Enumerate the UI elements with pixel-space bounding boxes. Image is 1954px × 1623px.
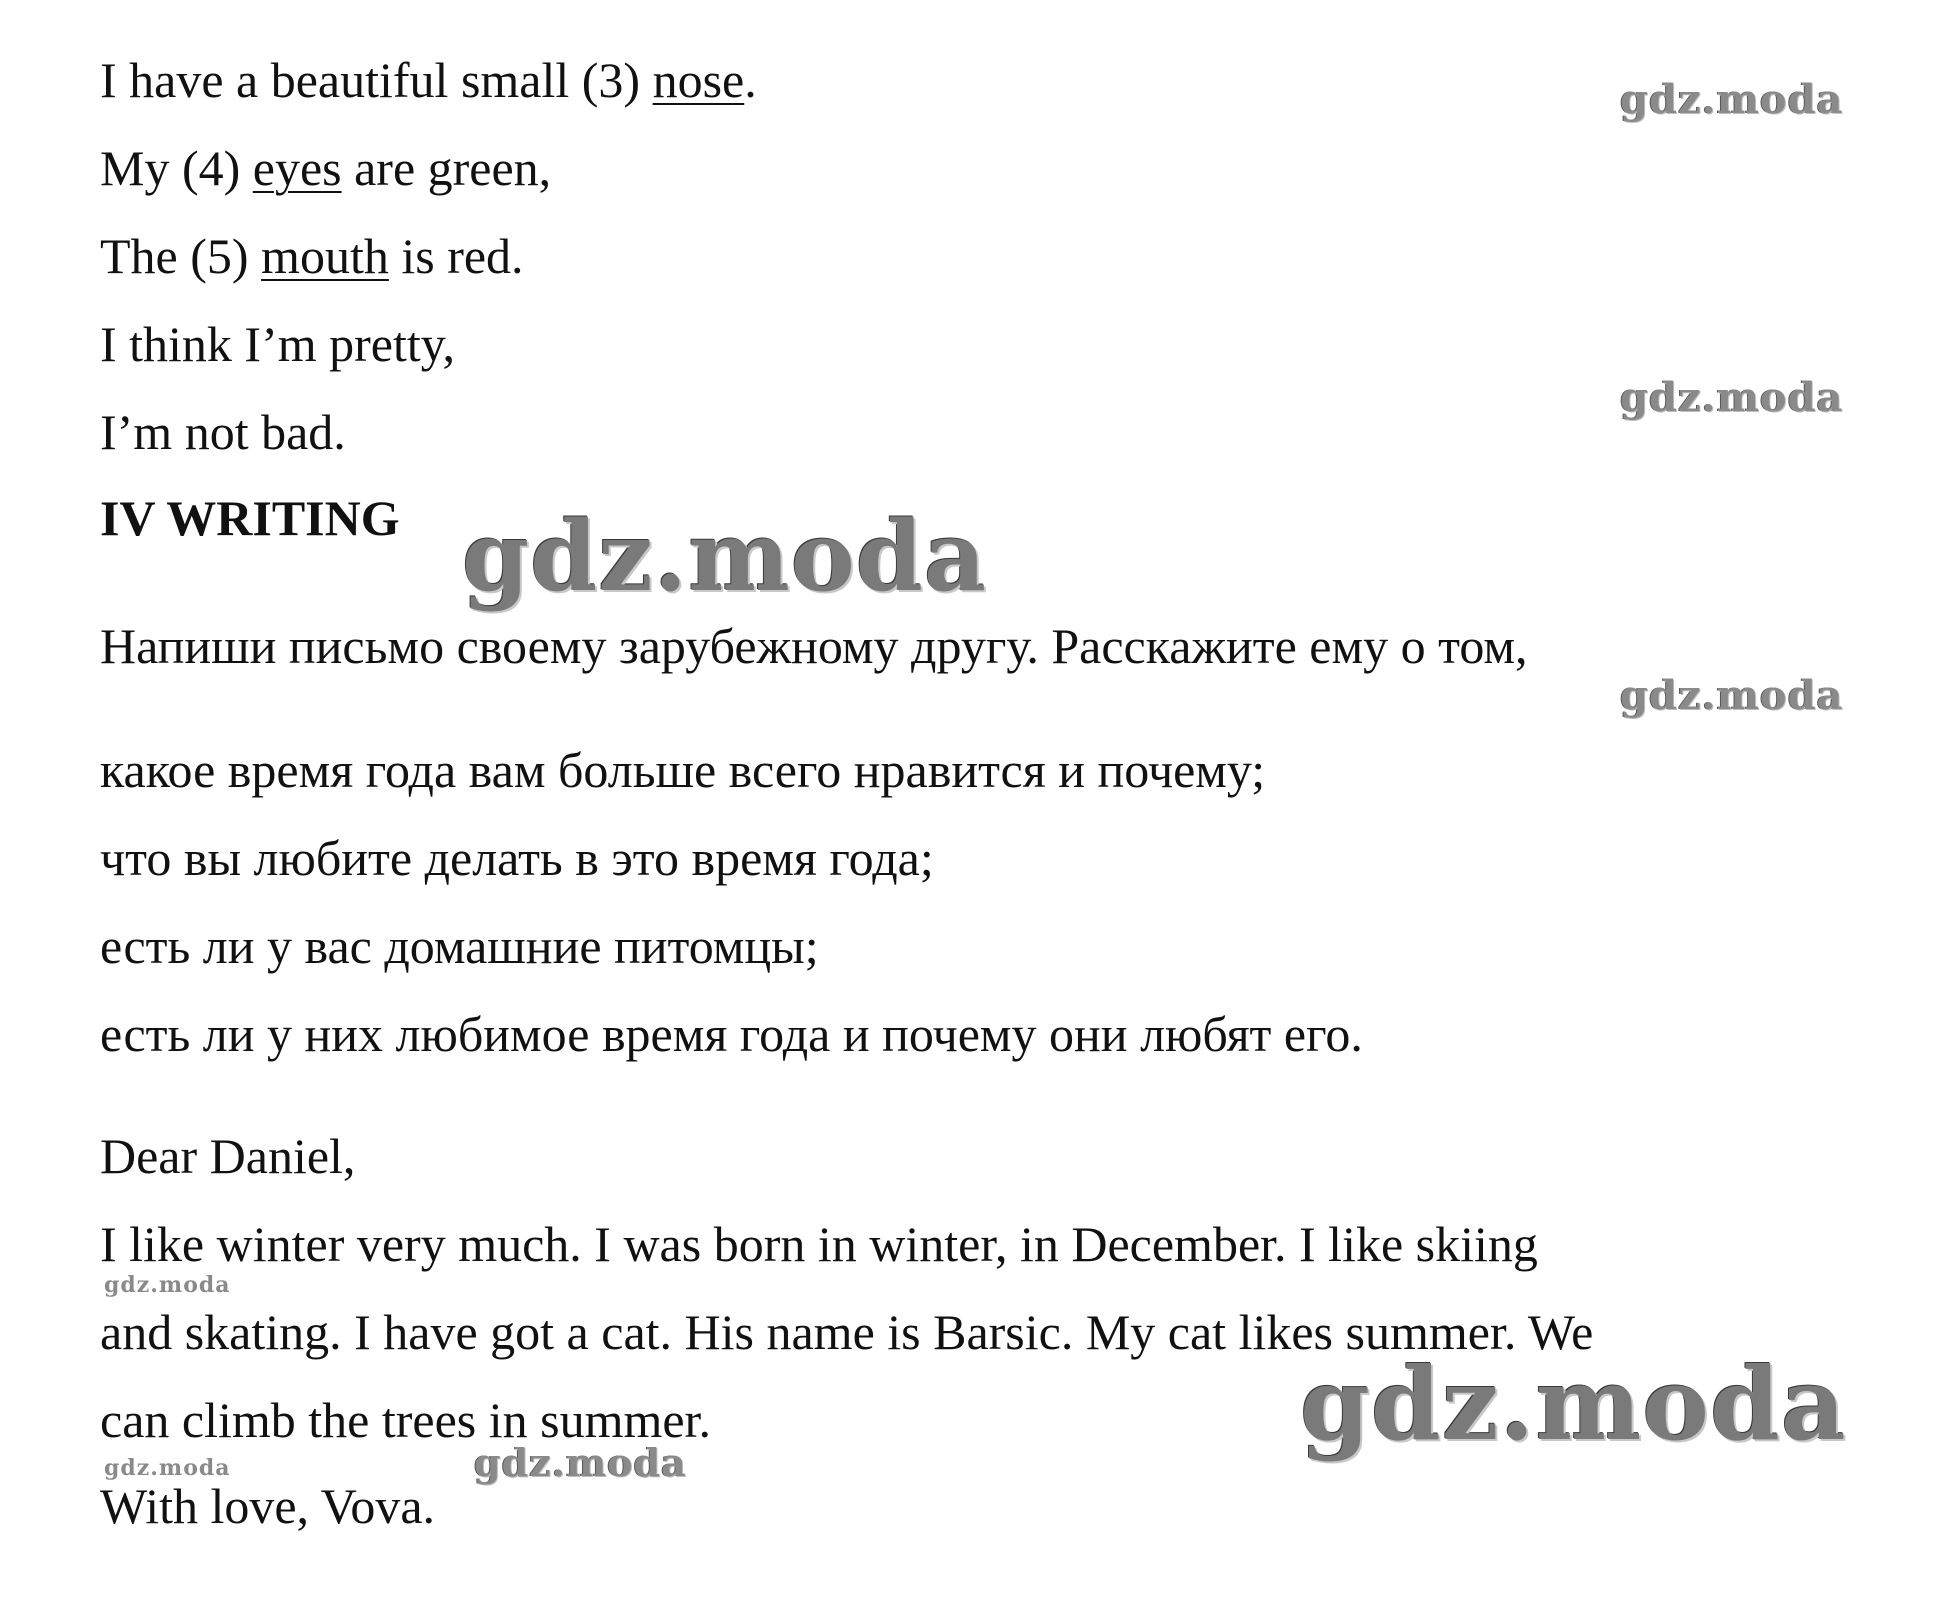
answer-nose: nose [652, 52, 745, 108]
watermark: gdz.moda [104, 1272, 231, 1298]
poem-line-3-suffix: . [744, 52, 757, 108]
poem-line-6: I think I’m pretty, [100, 316, 456, 372]
poem-line-5 [100, 226, 524, 286]
task-instruction: Напиши письмо своему зарубежному другу. Расскажите ему о том, [100, 618, 1528, 674]
poem-line-4-suffix: are green, [341, 140, 552, 196]
poem-line-7: I’m not bad. [100, 404, 346, 460]
letter-signoff: With love, Vova. [100, 1478, 436, 1534]
poem-line-4-prefix: My (4) [100, 140, 253, 196]
section-heading: IV WRITING [100, 490, 400, 546]
poem-line-4 [100, 138, 551, 198]
poem-line-3-prefix: I have a beautiful small (3) [100, 52, 653, 108]
task-point-4: есть ли у них любимое время года и почему они любят его. [100, 1006, 1363, 1062]
watermark: gdz.moda [474, 1440, 687, 1485]
task-point-3: есть ли у вас домашние питомцы; [100, 918, 819, 974]
watermark: gdz.moda [1620, 672, 1844, 719]
answer-eyes: eyes [252, 140, 342, 196]
watermark: gdz.moda [1620, 76, 1844, 123]
poem-line-5-prefix: The (5) [100, 228, 262, 284]
watermark: gdz.moda [104, 1455, 231, 1481]
poem-line-5-suffix: is red. [388, 228, 524, 284]
task-point-2: что вы любите делать в это время года; [100, 830, 934, 886]
watermark: gdz.moda [1620, 374, 1844, 421]
letter-line-3: can climb the trees in summer. [100, 1392, 711, 1448]
letter-line-1: I like winter very much. I was born in winter, in December. I like skiing [100, 1216, 1538, 1272]
answer-mouth: mouth [261, 228, 389, 284]
task-point-1: какое время года вам больше всего нравится и почему; [100, 742, 1266, 798]
letter-greeting: Dear Daniel, [100, 1128, 356, 1184]
watermark: gdz.moda [1300, 1345, 1847, 1463]
poem-line-3 [100, 50, 757, 110]
letter-line-2: and skating. I have got a cat. His name is Barsic. My cat likes summer. We [100, 1304, 1594, 1360]
watermark: gdz.moda [462, 500, 988, 613]
